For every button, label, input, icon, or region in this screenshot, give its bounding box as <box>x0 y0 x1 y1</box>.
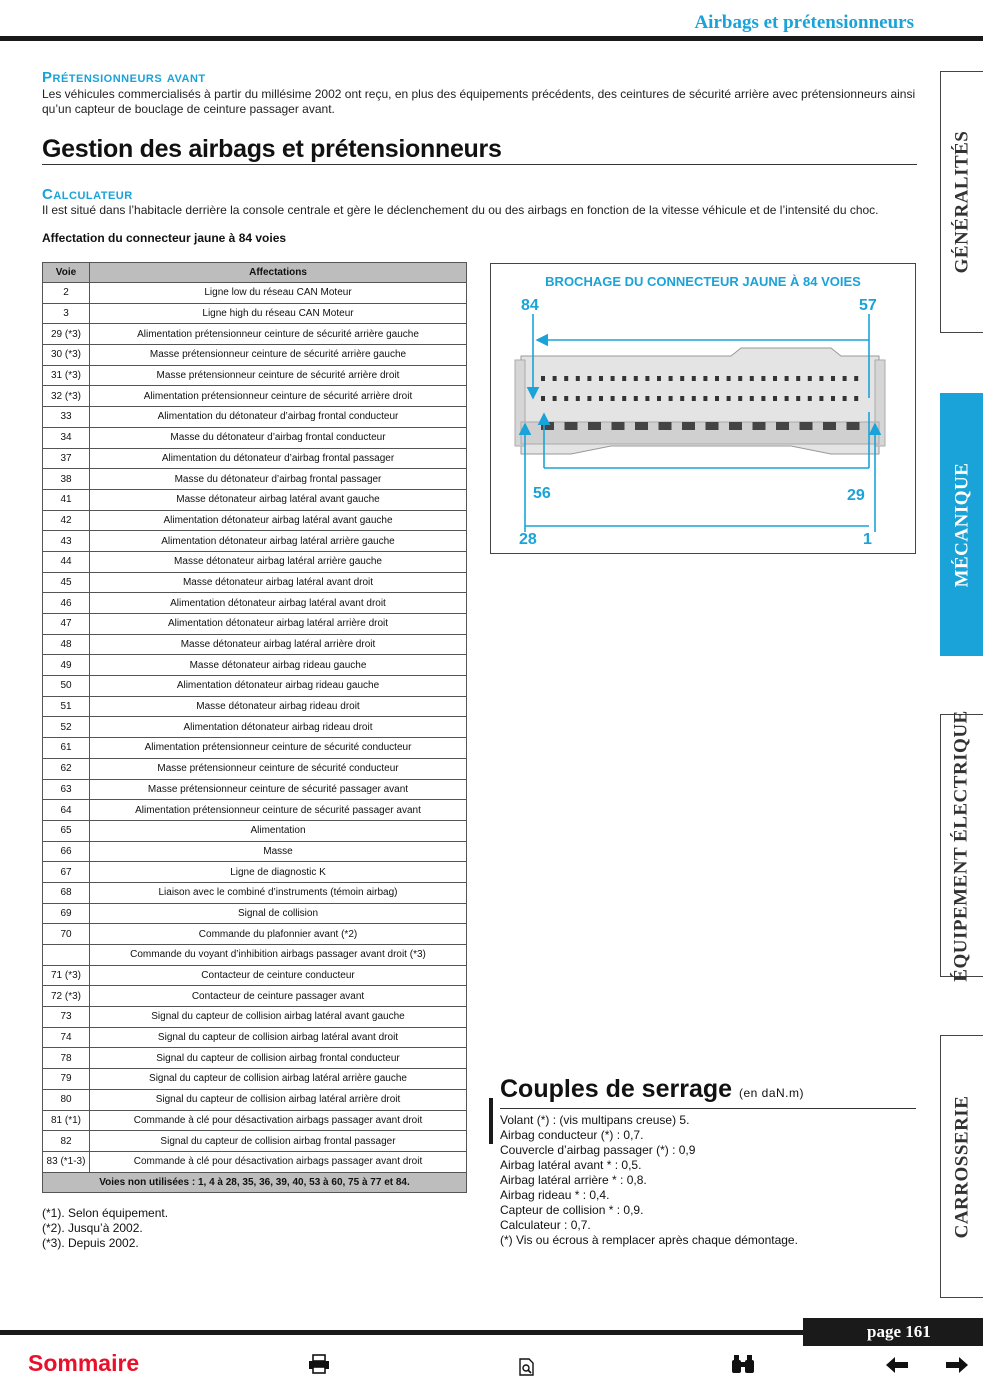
note-3: (*3). Depuis 2002. <box>42 1236 139 1250</box>
table-row <box>43 945 467 966</box>
pin-top <box>611 376 615 381</box>
tab-carrosserie[interactable] <box>940 1035 983 1298</box>
arrow-left-icon[interactable] <box>886 1357 908 1373</box>
table-row <box>43 283 467 304</box>
pin-mid <box>808 396 812 401</box>
voie-cell: 42 <box>43 510 90 531</box>
affectation-cell: Commande du voyant d’inhibition airbags passager avant droit (*3) <box>90 945 467 966</box>
pin-bottom <box>729 422 742 430</box>
voie-cell: 66 <box>43 841 90 862</box>
voie-cell: 29 (*3) <box>43 324 90 345</box>
pin-mid <box>738 396 742 401</box>
table-row <box>43 1007 467 1028</box>
connector-diagram <box>490 263 916 554</box>
pin-mid <box>669 396 673 401</box>
affectation-cell: Alimentation détonateur airbag latéral avant gauche <box>90 510 467 531</box>
pin-top <box>692 376 696 381</box>
pin-bottom <box>706 422 719 430</box>
affectation-cell: Alimentation prétensionneur ceinture de sécurité arrière gauche <box>90 324 467 345</box>
arrow-right-icon[interactable] <box>946 1357 968 1373</box>
col-affectations-header: Affectations <box>90 263 467 283</box>
voie-cell: 70 <box>43 924 90 945</box>
footnotes <box>42 1206 168 1251</box>
affectation-cell: Alimentation détonateur airbag latéral arrière gauche <box>90 531 467 552</box>
affectation-cell: Masse prétensionneur ceinture de sécurité conducteur <box>90 758 467 779</box>
voie-cell: 41 <box>43 489 90 510</box>
couples-list <box>500 1113 798 1248</box>
affectation-cell: Alimentation détonateur airbag rideau droit <box>90 717 467 738</box>
affectation-cell: Alimentation détonateur airbag latéral avant droit <box>90 593 467 614</box>
pin-bottom <box>612 422 625 430</box>
couple-line: (*) Vis ou écrous à remplacer après chaque démontage. <box>500 1233 798 1247</box>
table-row <box>43 448 467 469</box>
affectation-cell: Alimentation du détonateur d’airbag frontal conducteur <box>90 407 467 428</box>
affectation-cell: Signal du capteur de collision airbag frontal passager <box>90 1131 467 1152</box>
pin-top <box>750 376 754 381</box>
couple-line: Airbag latéral arrière * : 0,8. <box>500 1173 647 1187</box>
tab-generalites-label: GÉNÉRALITÉS <box>951 130 972 274</box>
table-row <box>43 655 467 676</box>
pin-bottom <box>847 422 860 430</box>
voie-cell: 47 <box>43 614 90 635</box>
table-row <box>43 531 467 552</box>
voie-cell: 32 (*3) <box>43 386 90 407</box>
table-row <box>43 717 467 738</box>
voie-cell: 51 <box>43 696 90 717</box>
affectation-cell: Masse du détonateur d’airbag frontal passager <box>90 469 467 490</box>
voie-cell: 46 <box>43 593 90 614</box>
pin-mid <box>715 396 719 401</box>
affectation-cell: Masse prétensionneur ceinture de sécurité arrière droit <box>90 365 467 386</box>
affectation-cell: Commande à clé pour désactivation airbags passager avant droit <box>90 1110 467 1131</box>
voie-cell: 67 <box>43 862 90 883</box>
affectation-cell: Masse prétensionneur ceinture de sécurité arrière gauche <box>90 345 467 366</box>
pin-top <box>645 376 649 381</box>
affectation-cell: Masse <box>90 841 467 862</box>
table-row <box>43 386 467 407</box>
affectation-cell: Masse détonateur airbag latéral arrière droit <box>90 634 467 655</box>
couple-line: Calculateur : 0,7. <box>500 1218 591 1232</box>
pin-bottom <box>635 422 648 430</box>
voie-cell: 2 <box>43 283 90 304</box>
voie-cell: 71 (*3) <box>43 965 90 986</box>
couples-side-bar <box>489 1098 493 1144</box>
couples-title-text: Couples de serrage <box>500 1075 733 1103</box>
pin-top <box>703 376 707 381</box>
pin-mid <box>564 396 568 401</box>
voie-cell: 48 <box>43 634 90 655</box>
pin-top <box>564 376 568 381</box>
couple-line: Airbag latéral avant * : 0,5. <box>500 1158 642 1172</box>
table-row <box>43 738 467 759</box>
table-body <box>43 283 467 1193</box>
note-1: (*1). Selon équipement. <box>42 1206 169 1220</box>
pin-mid <box>843 396 847 401</box>
table-row <box>43 345 467 366</box>
table-row <box>43 1110 467 1131</box>
pin-top <box>669 376 673 381</box>
pin-mid <box>796 396 800 401</box>
affectation-cell: Liaison avec le combiné d’instruments (témoin airbag) <box>90 882 467 903</box>
table-row <box>43 489 467 510</box>
table-row <box>43 1027 467 1048</box>
table-row <box>43 841 467 862</box>
voie-cell: 31 (*3) <box>43 365 90 386</box>
pin-top <box>657 376 661 381</box>
couple-line: Capteur de collision * : 0,9. <box>500 1203 644 1217</box>
voie-cell: 82 <box>43 1131 90 1152</box>
couple-line: Volant (*) : (vis multipans creuse) 5. <box>500 1113 690 1127</box>
voie-cell: 44 <box>43 551 90 572</box>
printer-icon[interactable] <box>308 1354 330 1374</box>
pin-bottom <box>753 422 766 430</box>
pin-bottom <box>823 422 836 430</box>
affectation-cell: Signal du capteur de collision airbag latéral avant droit <box>90 1027 467 1048</box>
gestion-title: Gestion des airbags et prétensionneurs <box>42 134 917 165</box>
affectation-cell: Masse détonateur airbag latéral avant droit <box>90 572 467 593</box>
document-search-icon[interactable] <box>518 1358 536 1376</box>
affectation-cell: Ligne de diagnostic K <box>90 862 467 883</box>
voie-cell: 33 <box>43 407 90 428</box>
pin-label-1: 1 <box>863 531 872 548</box>
voie-cell: 37 <box>43 448 90 469</box>
pin-mid <box>703 396 707 401</box>
voie-cell: 43 <box>43 531 90 552</box>
pin-top <box>738 376 742 381</box>
table-row <box>43 551 467 572</box>
pin-top <box>831 376 835 381</box>
pin-mid <box>692 396 696 401</box>
pin-top <box>761 376 765 381</box>
pin-bottom <box>776 422 789 430</box>
affectation-cell: Masse du détonateur d’airbag frontal conducteur <box>90 427 467 448</box>
voie-cell: 72 (*3) <box>43 986 90 1007</box>
voie-cell: 81 (*1) <box>43 1110 90 1131</box>
header-title: Airbags et prétensionneurs <box>694 12 914 33</box>
pin-top <box>854 376 858 381</box>
affectation-cell: Alimentation détonateur airbag rideau gauche <box>90 676 467 697</box>
tab-generalites[interactable] <box>940 71 983 333</box>
voie-cell: 65 <box>43 820 90 841</box>
table-row <box>43 469 467 490</box>
table-row <box>43 1069 467 1090</box>
table-row <box>43 593 467 614</box>
table-row <box>43 510 467 531</box>
pin-mid <box>680 396 684 401</box>
pin-bottom <box>659 422 672 430</box>
table-row <box>43 634 467 655</box>
voie-cell: 38 <box>43 469 90 490</box>
pretension-text: Les véhicules commercialisés à partir du millésime 2002 ont reçu, en plus des équipements précédents, des ceintures de sécurité arrière avec prétensionneurs ainsi qu’un capteur de bouclage de ceinture passager avant. <box>42 87 916 116</box>
table-row <box>43 986 467 1007</box>
voie-cell <box>43 945 90 966</box>
pin-mid <box>587 396 591 401</box>
pin-mid <box>854 396 858 401</box>
table-row <box>43 303 467 324</box>
calculateur-heading: Calculateur <box>42 186 133 203</box>
col-voie-header: Voie <box>43 263 90 283</box>
binoculars-icon[interactable] <box>731 1354 755 1374</box>
affectation-table <box>42 262 467 1193</box>
affectation-cell: Ligne high du réseau CAN Moteur <box>90 303 467 324</box>
pin-mid <box>599 396 603 401</box>
pretension-heading: Prétensionneurs avant <box>42 69 206 86</box>
couple-line: Airbag rideau * : 0,4. <box>500 1188 610 1202</box>
table-row <box>43 758 467 779</box>
pin-top <box>715 376 719 381</box>
pin-top <box>808 376 812 381</box>
affectation-cell: Alimentation prétensionneur ceinture de sécurité arrière droit <box>90 386 467 407</box>
voie-cell: 50 <box>43 676 90 697</box>
pin-top <box>680 376 684 381</box>
voie-cell: 79 <box>43 1069 90 1090</box>
pin-top <box>727 376 731 381</box>
tab-equipement-label: ÉQUIPEMENT ÉLECTRIQUE <box>951 709 973 982</box>
table-row <box>43 779 467 800</box>
pin-top <box>819 376 823 381</box>
pin-mid <box>553 396 557 401</box>
affectation-cell: Signal du capteur de collision airbag latéral avant gauche <box>90 1007 467 1028</box>
table-row <box>43 1089 467 1110</box>
connector-drawing <box>491 264 915 553</box>
couples-unit: (en daN.m) <box>738 1086 805 1100</box>
table-row <box>43 924 467 945</box>
tab-mecanique[interactable] <box>940 393 983 656</box>
voie-cell: 61 <box>43 738 90 759</box>
voie-cell: 34 <box>43 427 90 448</box>
pin-label-84: 84 <box>521 297 539 314</box>
pin-label-29: 29 <box>847 487 865 504</box>
voie-cell: 80 <box>43 1089 90 1110</box>
pin-label-28: 28 <box>519 531 537 548</box>
table-row <box>43 882 467 903</box>
pin-top <box>541 376 545 381</box>
table-row <box>43 1131 467 1152</box>
footer-rule <box>0 1330 803 1335</box>
table-row <box>43 800 467 821</box>
pin-mid <box>622 396 626 401</box>
pin-mid <box>645 396 649 401</box>
pin-bottom <box>682 422 695 430</box>
affectation-cell: Contacteur de ceinture passager avant <box>90 986 467 1007</box>
affectation-cell: Masse détonateur airbag latéral arrière gauche <box>90 551 467 572</box>
pin-label-57: 57 <box>859 297 877 314</box>
header-rule <box>0 36 983 41</box>
voie-cell: 45 <box>43 572 90 593</box>
pin-top <box>576 376 580 381</box>
table-row <box>43 696 467 717</box>
affectation-cell: Signal du capteur de collision airbag latéral arrière gauche <box>90 1069 467 1090</box>
pin-mid <box>773 396 777 401</box>
voie-cell: 68 <box>43 882 90 903</box>
unused-pins-note: Voies non utilisées : 1, 4 à 28, 35, 36, 39, 40, 53 à 60, 75 à 77 et 84. <box>43 1172 467 1193</box>
pin-label-56: 56 <box>533 485 551 502</box>
affectation-cell: Masse détonateur airbag rideau droit <box>90 696 467 717</box>
voie-cell: 64 <box>43 800 90 821</box>
pin-top <box>587 376 591 381</box>
table-footer-row <box>43 1172 467 1193</box>
pin-mid <box>785 396 789 401</box>
affectation-cell: Alimentation prétensionneur ceinture de sécurité passager avant <box>90 800 467 821</box>
table-row <box>43 862 467 883</box>
voie-cell: 30 (*3) <box>43 345 90 366</box>
affectation-cell: Signal du capteur de collision airbag latéral arrière droit <box>90 1089 467 1110</box>
table-row <box>43 820 467 841</box>
page-number: page 161 <box>803 1318 983 1346</box>
pin-mid <box>657 396 661 401</box>
voie-cell: 62 <box>43 758 90 779</box>
pin-mid <box>611 396 615 401</box>
pin-top <box>599 376 603 381</box>
table-row <box>43 324 467 345</box>
couple-line: Couvercle d’airbag passager (*) : 0,9 <box>500 1143 696 1157</box>
pin-top <box>843 376 847 381</box>
table-row <box>43 572 467 593</box>
voie-cell: 69 <box>43 903 90 924</box>
tab-mecanique-label: MÉCANIQUE <box>951 462 972 587</box>
couple-line: Airbag conducteur (*) : 0,7. <box>500 1128 644 1142</box>
table-row <box>43 965 467 986</box>
pin-bottom <box>588 422 601 430</box>
pin-mid <box>576 396 580 401</box>
pin-top <box>634 376 638 381</box>
table-row <box>43 903 467 924</box>
couples-title <box>500 1074 916 1109</box>
pin-mid <box>541 396 545 401</box>
pin-bottom <box>565 422 578 430</box>
affectation-cell: Alimentation détonateur airbag latéral arrière droit <box>90 614 467 635</box>
sommaire-link[interactable]: Sommaire <box>28 1350 140 1376</box>
pin-top <box>773 376 777 381</box>
affectation-cell: Commande du plafonnier avant (*2) <box>90 924 467 945</box>
pin-top <box>785 376 789 381</box>
affectation-cell: Signal de collision <box>90 903 467 924</box>
voie-cell: 73 <box>43 1007 90 1028</box>
pin-mid <box>750 396 754 401</box>
connector-title: BROCHAGE DU CONNECTEUR JAUNE À 84 VOIES <box>545 274 861 289</box>
pin-top <box>796 376 800 381</box>
calculateur-text: Il est situé dans l’habitacle derrière la console centrale et gère le déclenchement du ou des airbags en fonction de la vitesse véhicule et de l’intensité du choc. <box>42 203 879 217</box>
pin-mid <box>831 396 835 401</box>
tab-carrosserie-label: CARROSSERIE <box>951 1095 973 1238</box>
affectation-cell: Alimentation <box>90 820 467 841</box>
table-row <box>43 676 467 697</box>
pin-mid <box>634 396 638 401</box>
voie-cell: 3 <box>43 303 90 324</box>
affectation-cell: Masse détonateur airbag latéral avant gauche <box>90 489 467 510</box>
affectation-cell: Alimentation du détonateur d’airbag frontal passager <box>90 448 467 469</box>
note-2: (*2). Jusqu’à 2002. <box>42 1221 143 1235</box>
affectation-cell: Signal du capteur de collision airbag frontal conducteur <box>90 1048 467 1069</box>
affectation-cell: Commande à clé pour désactivation airbags passager avant droit <box>90 1151 467 1172</box>
table-title: Affectation du connecteur jaune à 84 voies <box>42 231 287 245</box>
table-row <box>43 614 467 635</box>
tab-equipement-electrique[interactable] <box>940 709 983 982</box>
pin-bottom <box>800 422 813 430</box>
affectation-cell: Masse détonateur airbag rideau gauche <box>90 655 467 676</box>
table-row <box>43 427 467 448</box>
table-row <box>43 365 467 386</box>
pin-mid <box>727 396 731 401</box>
voie-cell: 83 (*1-3) <box>43 1151 90 1172</box>
pin-bottom <box>541 422 554 430</box>
affectation-cell: Masse prétensionneur ceinture de sécurité passager avant <box>90 779 467 800</box>
pin-top <box>622 376 626 381</box>
voie-cell: 63 <box>43 779 90 800</box>
affectation-cell: Ligne low du réseau CAN Moteur <box>90 283 467 304</box>
voie-cell: 49 <box>43 655 90 676</box>
pin-top <box>553 376 557 381</box>
voie-cell: 74 <box>43 1027 90 1048</box>
affectation-cell: Contacteur de ceinture conducteur <box>90 965 467 986</box>
table-row <box>43 1048 467 1069</box>
pin-mid <box>819 396 823 401</box>
voie-cell: 52 <box>43 717 90 738</box>
pin-mid <box>761 396 765 401</box>
table-row <box>43 1151 467 1172</box>
table-row <box>43 407 467 428</box>
voie-cell: 78 <box>43 1048 90 1069</box>
affectation-cell: Alimentation prétensionneur ceinture de sécurité conducteur <box>90 738 467 759</box>
